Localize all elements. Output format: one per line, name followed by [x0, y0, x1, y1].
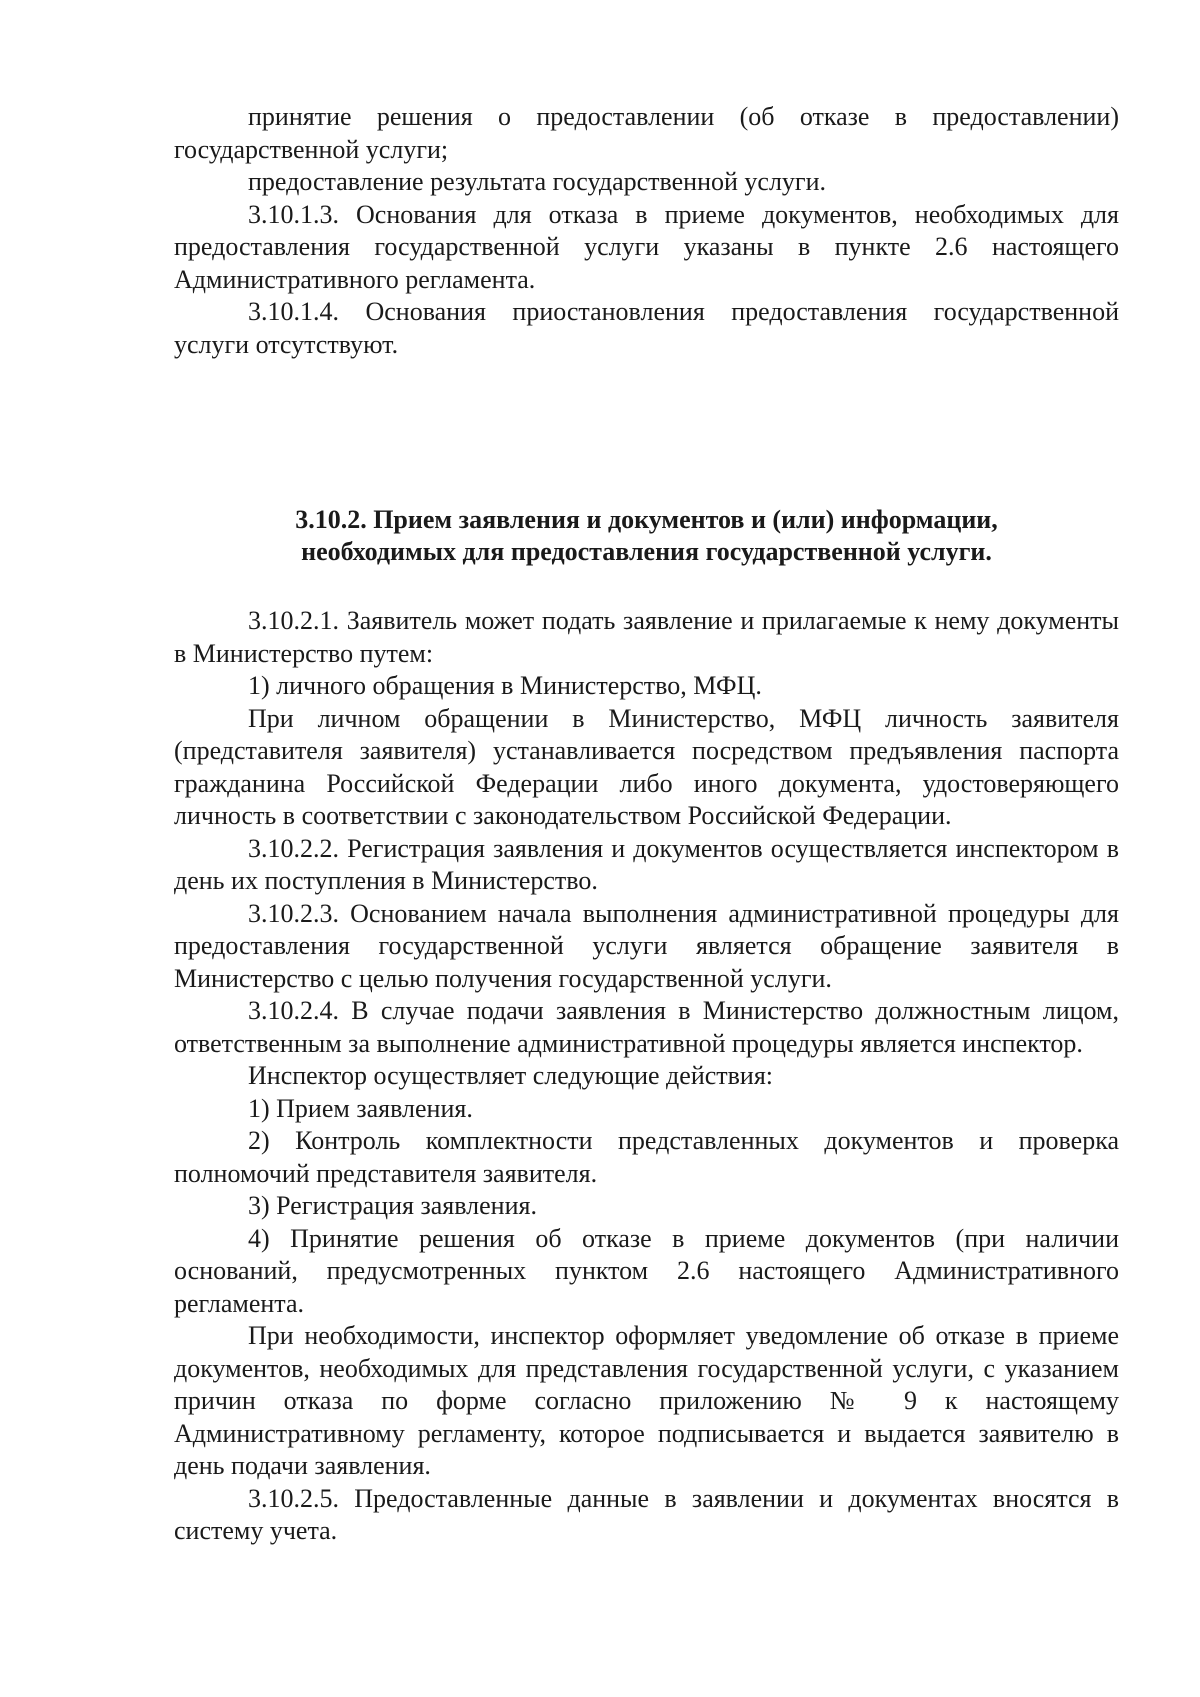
paragraph: 1) Прием заявления. [248, 1093, 473, 1123]
paragraph: 3.10.2.2. Регистрация заявления и документов осуществляется инспектором в день их поступления в Министерство. [174, 833, 1119, 895]
paragraph: принятие решения о предоставлении (об отказе в предоставлении) государственной услуги; [174, 102, 1119, 164]
paragraph: При личном обращении в Министерство, МФЦ личность заявителя (представителя заявителя) устанавливается посредством предъявления паспорта гражданина Российской Федерации либо иного документа, удостоверяющего личность в соответствии с законодательством Российской Федерации. [174, 703, 1119, 830]
section-heading-line-1: 3.10.2. Прием заявления и документов и (или) информации, [295, 505, 998, 534]
section-heading [174, 504, 1119, 568]
body-text-block [174, 605, 1119, 1548]
paragraph: Инспектор осуществляет следующие действия: [248, 1061, 774, 1090]
paragraph: 3.10.1.3. Основания для отказа в приеме документов, необходимых для предоставления государственной услуги указаны в пункте 2.6 настоящего Административного регламента. [174, 199, 1119, 294]
paragraph: 1) личного обращения в Министерство, МФЦ. [248, 671, 762, 700]
paragraph: 4) Принятие решения об отказе в приеме документов (при наличии оснований, предусмотренных пунктом 2.6 настоящего Административного регламента. [174, 1223, 1119, 1318]
paragraph: 3.10.2.4. В случае подачи заявления в Министерство должностным лицом, ответственным за выполнение административной процедуры является инспектор. [174, 996, 1119, 1058]
section-heading-line-2: необходимых для предоставления государственной услуги. [301, 537, 992, 566]
paragraph: 2) Контроль комплектности представленных документов и проверка полномочий представителя заявителя. [174, 1126, 1119, 1188]
paragraph: 3) Регистрация заявления. [248, 1191, 537, 1220]
top-text-block [174, 101, 1119, 361]
paragraph: 3.10.2.3. Основанием начала выполнения административной процедуры для предоставления государственной услуги является обращение заявителя в Министерство с целью получения государственной услуги. [174, 898, 1119, 993]
paragraph: 3.10.2.1. Заявитель может подать заявление и прилагаемые к нему документы в Министерство путем: [174, 606, 1119, 668]
paragraph: При необходимости, инспектор оформляет уведомление об отказе в приеме документов, необходимых для представления государственной услуги, с указанием причин отказа по форме согласно приложению № 9 к настоящему Административному регламенту, которое подписывается и выдается заявителю в день подачи заявления. [174, 1321, 1119, 1480]
paragraph: 3.10.2.5. Предоставленные данные в заявлении и документах вносятся в систему учета. [174, 1483, 1119, 1545]
paragraph: 3.10.1.4. Основания приостановления предоставления государственной услуги отсутствуют. [174, 297, 1119, 359]
paragraph: предоставление результата государственной услуги. [248, 167, 827, 196]
